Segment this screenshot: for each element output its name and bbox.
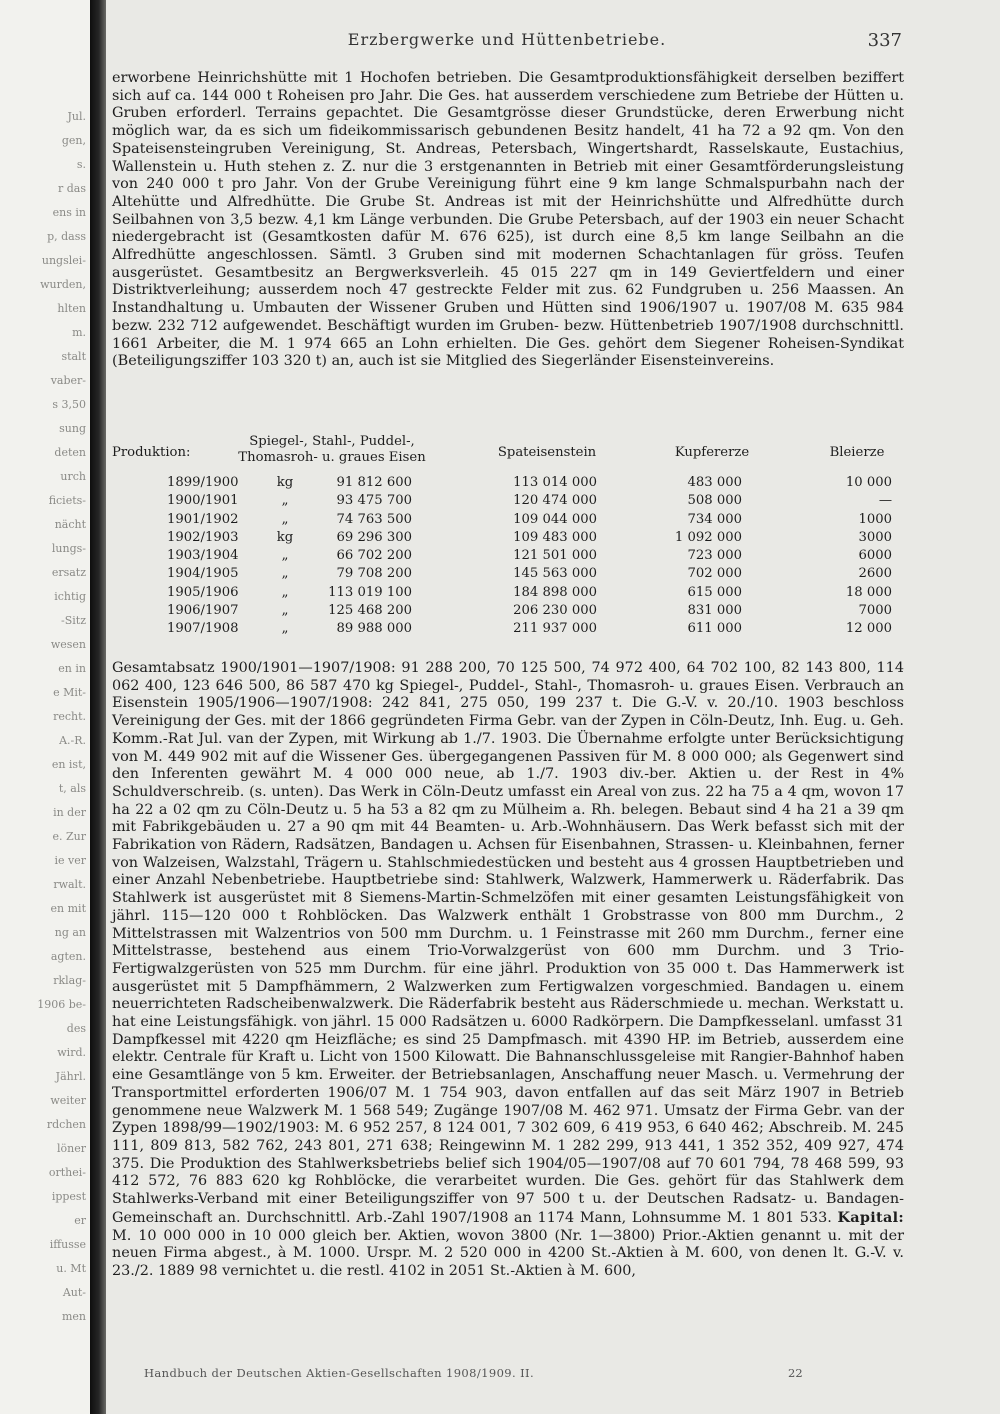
margin-fragment: ichtig [54,590,86,603]
margin-fragment: e. Zur [52,830,86,843]
row-bleierze: — [878,493,892,509]
table-row [112,565,904,583]
col-header-kupfererze: Kupfererze [674,445,750,460]
page-number: 337 [867,30,902,51]
table-row [112,602,904,620]
margin-fragment: iffusse [49,1238,86,1251]
production-row-label: Produktion: [112,445,191,460]
production-table-body [112,474,904,639]
row-year: 1900/1901 [167,493,239,509]
footer-signature: 22 [788,1366,803,1380]
row-spateisenstein: 145 563 000 [513,566,597,582]
history-text: Gesamtabsatz 1900/1901—1907/1908: 91 288 200, 70 125 500, 74 972 400, 64 702 100, 82 143 800, 114 062 400, 123 646 500, 86 587 470 kg Spiegel-, Puddel-, Stahl-, Thomasroh- u. graues Eisen. Verbrauch an Eisenstein 1905/1906—1907/1908: 242 841, 275 050, 199 237 t. Die G.-V. v. 20./10. 1903 beschloss Vereinigung der Ges. mit der 1866 gegründeten Firma Gebr. van der Zypen in Cöln-Deutz, Inh. Eug. u. Geh. Komm.-Rat Jul. van der Zypen, mit Wirkung ab 1./7. 1903. Die Übernahme erfolgte unter Berücksichtigung von M. 449 902 mit auf die Wissener Ges. übergegangenen Passiven für M. 8 000 000; als Gegenwert sind den Inferenten gewährt M. 4 000 000 neue, ab 1./7. 1903 div.-ber. Aktien u. der Rest in 4% Schuldverschreib. (s. unten). Das Werk in Cöln-Deutz umfasst ein Areal von zus. 22 ha 75 a 4 qm, wovon 17 ha 22 a 02 qm zu Cöln-Deutz u. 5 ha 53 a 82 qm zu Mülheim a. Rh. belegen. Bebaut sind 4 ha 21 a 39 qm mit Fabrikgebäuden u. 27 a 90 qm mit 44 Beamten- u. Arb.-Wohnhäusern. Das Werk befasst sich mit der Fabrikation von Rädern, Radsätzen, Bandagen u. Achsen für Eisenbahnen, Strassen- u. Kleinbahnen, ferner von Walzeisen, Walzstahl, Trägern u. Stahlschmiedestücken und besteht aus 4 grossen Hauptbetrieben und einer Anzahl Nebenbetriebe. Hauptbetriebe sind: Stahlwerk, Walzwerk, Hammerwerk u. Räderfabrik. Das Stahlwerk ist ausgerüstet mit 8 Siemens-Martin-Schmelzöfen mit einer gesamten Leistungsfähigkeit von jährl. 115—120 000 t Rohblöcken. Das Walzwerk enthält 1 Grobstrasse von 800 mm Durchm., 2 Mittelstrassen mit Walzentrios von 500 mm Durchm. u. 1 Feinstrasse mit 260 mm Durchm., ferner eine Mittelstrasse, bestehend aus einem Trio-Vorwalzgerüst von 600 mm Durchm. und 3 Trio-Fertigwalzgerüsten von 525 mm Durchm. für eine jährl. Produktion von 35 000 t. Das Hammerwerk ist ausgerüstet mit 5 Dampfhämmern, 2 Walzwerken zum Fertigwalzen vorgeschmied. Bandagen u. einem neuerrichteten Radscheibenwalzwerk. Die Räderfabrik besteht aus Räderschmiede u. mechan. Werkstatt u. hat eine Leistungsfähigk. von jährl. 15 000 Radsätzen u. 6000 Radkörpern. Die Dampfkesselanl. umfasst 31 Dampfkessel mit 4220 qm Heizfläche; es sind 25 Dampfmasch. mit 4390 HP. im Betrieb, ausserdem eine elektr. Centrale für Kraft u. Licht von 1500 Kilowatt. Die Bahnanschlussgeleise mit Rangier-Bahnhof haben eine Gesamtlänge von 5 km. Erweiter. der Betriebsanlagen, Anschaffung neuer Masch. u. Vermehrung der Transportmittel erforderten 1906/07 M. 1 754 903, davon entfallen auf das seit März 1907 in Betrieb genommene neue Walzwerk M. 1 568 549; Zugänge 1907/08 M. 462 971. Umsatz der Firma Gebr. van der Zypen 1898/99—1902/1903: M. 6 952 257, 8 124 001, 7 302 609, 6 419 953, 6 640 462; Abschreib. M. 245 111, 809 813, 582 762, 243 801, 271 638; Reingewinn M. 1 282 299, 913 441, 1 352 352, 409 927, 474 375. Die Produktion des Stahlwerksbetriebs belief sich 1904/05—1907/08 auf 70 601 794, 78 468 599, 93 412 572, 76 883 620 kg Rohblöcke, die verarbeitet wurden. Die Ges. gehört für das Stahlwerk dem Stahlwerks-Verband mit einer Beteiligungsziffer von 97 500 t u. der Deutschen Radsatz- u. Bandagen-Gemeinschaft an. Durchschnittl. Arb.-Zahl 1907/1908 an 1174 Mann, Lohnsumme M. 1 801 533. [112,660,904,1226]
margin-fragment: in der [53,806,86,819]
margin-fragment: lungs- [51,542,86,555]
paragraph-company-description: erworbene Heinrichshütte mit 1 Hochofen betrieben. Die Gesamtproduktionsfähigkeit derselben beziffert sich auf ca. 144 000 t Roheisen pro Jahr. Die Ges. hat ausserdem verschiedene zum Betriebe der Hütten u. Gruben erforderl. Terrains gepachtet. Die Gesamtgrösse dieser Grundstücke, deren Erwerbung nicht möglich war, da es sich um fideikommissarisch gebundenen Besitz handelt, 41 ha 72 a 92 qm. Von den Spateisensteingruben Vereinigung, St. Andreas, Petersbach, Wingertshardt, Rasselskaute, Eustachius, Wallenstein u. Huth stehen z. Z. nur die 3 erstgenannten in Betrieb mit einer Gesamtförderungsleistung von 240 000 t pro Jahr. Von der Grube Vereinigung führt eine 9 km lange Schmalspurbahn nach der Altehütte und Alfredhütte. Die Grube St. Andreas ist mit der Heinrichshütte und Alfredhütte durch Seilbahnen von 3,5 bezw. 4,1 km Länge verbunden. Die Grube Petersbach, auf der 1903 ein neuer Schacht niedergebracht ist (Gesamtkosten dafür M. 676 625), ist durch eine 8,5 km lange Seilbahn an die Alfredhütte angeschlossen. Sämtl. 3 Gruben sind mit modernen Schachtanlagen für gröss. Teufen ausgerüstet. Gesamtbesitz an Bergwerksverleih. 45 015 227 qm in 149 Geviertfeldern und einer Distriktverleihung; ausserdem noch 47 gestreckte Felder mit zus. 62 Fundgruben u. 256 Maassen. An Instandhaltung u. Umbauten der Wissener Gruben und Hütten sind 1906/1907 u. 1907/08 M. 635 984 bezw. 232 712 aufgewendet. Beschäftigt wurden im Gruben- bezw. Hüttenbetrieb 1907/1908 durchschnittl. 1661 Arbeiter, die M. 1 974 665 an Lohn erhielten. Die Ges. gehört dem Siegener Roheisen-Syndikat (Beteiligungsziffer 103 320 t) an, auch ist sie Mitglied des Siegerländer Eisensteinvereins. [112,70,904,370]
margin-fragment: vaber- [50,374,86,387]
margin-fragment: wesen [50,638,86,651]
row-year: 1904/1905 [167,566,239,582]
margin-fragment: agten. [50,950,86,963]
row-bleierze: 2600 [858,566,892,582]
row-iron: 113 019 100 [328,584,412,600]
row-spateisenstein: 206 230 000 [513,603,597,619]
margin-fragment: urch [60,470,86,483]
row-kupfererze: 508 000 [687,493,742,509]
row-iron: 69 296 300 [336,529,412,545]
margin-fragment: deten [54,446,86,459]
row-spateisenstein: 211 937 000 [513,621,597,637]
footer-title: Handbuch der Deutschen Aktien-Gesellschaften 1908/1909. II. [144,1366,535,1380]
margin-fragment: orthei- [48,1166,86,1179]
margin-fragment: 1906 be- [37,998,86,1011]
table-row [112,584,904,602]
margin-fragment: Jul. [67,110,86,123]
margin-fragment: men [61,1310,86,1323]
table-row [112,620,904,638]
row-year: 1902/1903 [167,529,239,545]
row-year: 1903/1904 [167,548,239,564]
row-year: 1906/1907 [167,603,239,619]
margin-fragment: -Sitz [61,614,86,627]
row-bleierze: 6000 [858,548,892,564]
margin-fragment: wurden, [40,278,86,291]
capital-text: M. 10 000 000 in 10 000 gleich ber. Aktien, wovon 3800 (Nr. 1—3800) Prior.-Aktien genannt u. mit der neuen Firma abgest., à M. 1000. Urspr. M. 2 520 000 in 4200 St.-Aktien à M. 600, von denen lt. G.-V. v. 23./2. 1889 98 vernichtet u. die restl. 4102 in 2051 St.-Aktien à M. 600, [112,1227,904,1279]
row-kupfererze: 615 000 [687,584,742,600]
row-iron: 93 475 700 [336,493,412,509]
row-unit: „ [281,493,289,509]
row-bleierze: 7000 [858,603,892,619]
row-spateisenstein: 120 474 000 [513,493,597,509]
row-spateisenstein: 184 898 000 [513,584,597,600]
row-spateisenstein: 109 044 000 [513,511,597,527]
margin-fragment: gen, [61,134,86,147]
margin-fragment: e Mit- [53,686,86,699]
row-spateisenstein: 109 483 000 [513,529,597,545]
margin-fragment: r das [58,182,86,195]
margin-fragment: s. [76,158,86,171]
margin-fragment: sung [59,422,86,435]
previous-page-margin [0,0,90,1414]
margin-fragment: ersatz [51,566,86,579]
row-unit: „ [281,621,289,637]
row-iron: 66 702 200 [336,548,412,564]
row-unit: „ [281,548,289,564]
row-kupfererze: 1 092 000 [674,529,742,545]
running-title: Erzbergwerke und Hüttenbetriebe. [347,30,667,49]
margin-fragment: Jährl. [55,1070,86,1083]
margin-fragment: en in [58,662,86,675]
row-bleierze: 12 000 [845,621,892,637]
row-spateisenstein: 113 014 000 [513,475,597,490]
page [112,30,912,1390]
row-unit: kg [276,529,294,545]
row-kupfererze: 702 000 [687,566,742,582]
margin-fragment: des [66,1022,86,1035]
margin-fragment: p, dass [47,230,86,243]
margin-fragment: löner [57,1142,86,1155]
margin-fragment: Aut- [62,1286,86,1299]
table-row [112,529,904,547]
margin-fragment: s 3,50 [52,398,86,411]
margin-fragment: rwalt. [53,878,86,891]
margin-fragment: ippest [51,1190,86,1203]
margin-fragment: ens in [52,206,86,219]
margin-fragment: ng an [54,926,86,939]
margin-fragment: en ist, [51,758,86,771]
production-table-header [112,432,904,474]
table-row [112,511,904,529]
margin-fragment: ficiets- [48,494,86,507]
row-iron: 79 708 200 [336,566,412,582]
row-kupfererze: 611 000 [687,621,742,637]
table-row [112,474,904,492]
row-bleierze: 1000 [858,511,892,527]
margin-fragment: ungslei- [41,254,86,267]
margin-fragment: u. Mt [56,1262,86,1275]
row-kupfererze: 483 000 [687,475,742,490]
row-spateisenstein: 121 501 000 [513,548,597,564]
row-kupfererze: 831 000 [687,603,742,619]
paragraph-history-and-works [112,660,904,1281]
page-footer [112,1366,902,1386]
row-bleierze: 10 000 [845,475,892,490]
row-year: 1901/1902 [167,511,239,527]
margin-fragment: wird. [57,1046,86,1059]
row-year: 1907/1908 [167,621,239,637]
margin-fragment: m. [72,326,86,339]
margin-fragment: nächt [54,518,86,531]
col-header-spateisenstein: Spateisenstein [497,445,597,460]
capital-label: Kapital: [837,1208,904,1226]
row-iron: 125 468 200 [328,603,412,619]
row-kupfererze: 734 000 [687,511,742,527]
row-unit: „ [281,603,289,619]
table-row [112,492,904,510]
book-fold-shadow [90,0,106,1414]
margin-fragment: hlten [57,302,86,315]
margin-fragment: er [74,1214,86,1227]
margin-fragment: stalt [61,350,86,363]
running-header [112,30,902,56]
row-iron: 74 763 500 [336,511,412,527]
row-unit: „ [281,584,289,600]
row-year: 1899/1900 [167,475,239,490]
production-table [112,432,904,639]
row-iron: 91 812 600 [336,475,412,490]
row-year: 1905/1906 [167,584,239,600]
margin-fragment: t, als [58,782,86,795]
row-unit: kg [276,475,294,490]
row-unit: „ [281,511,289,527]
row-bleierze: 18 000 [845,584,892,600]
row-unit: „ [281,566,289,582]
row-iron: 89 988 000 [336,621,412,637]
col-header-iron: Spiegel-, Stahl-, Puddel-, Thomasroh- u. graues Eisen [238,434,426,465]
margin-fragment: recht. [53,710,86,723]
col-header-bleierze: Bleierze [829,445,885,460]
row-kupfererze: 723 000 [687,548,742,564]
margin-fragment: A.-R. [59,734,86,747]
margin-fragment: rklag- [53,974,86,987]
table-row [112,547,904,565]
margin-fragment: ie ver [54,854,86,867]
row-bleierze: 3000 [858,529,892,545]
margin-fragment: rdchen [46,1118,86,1131]
margin-fragment: en mit [50,902,86,915]
margin-fragment: weiter [50,1094,86,1107]
